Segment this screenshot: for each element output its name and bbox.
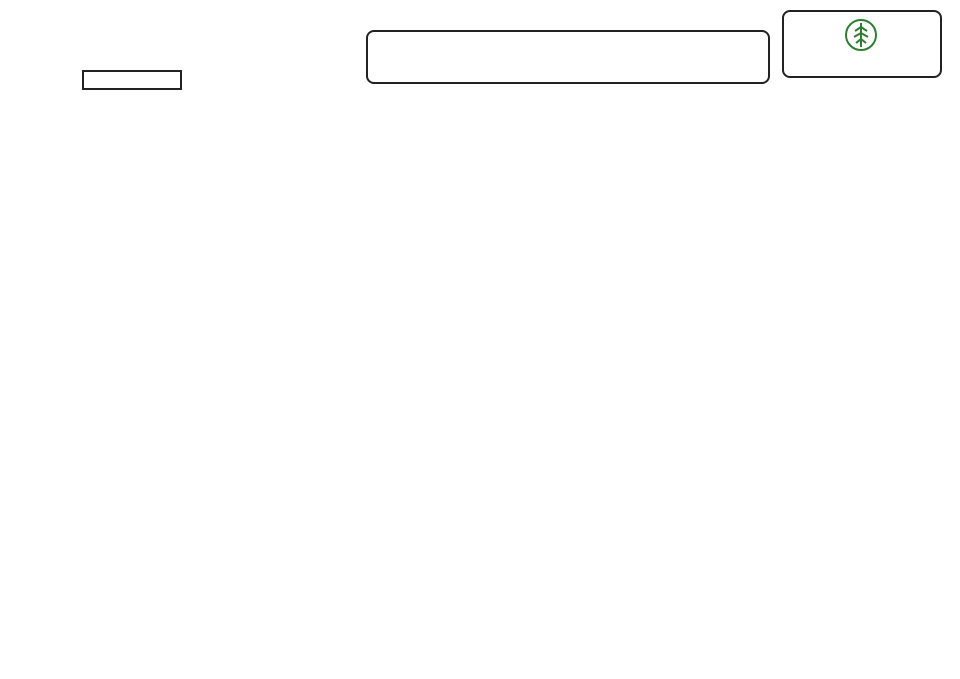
sheet-number <box>226 40 243 48</box>
title-box <box>366 30 770 84</box>
college-logo-box <box>782 10 942 78</box>
cumulative-data-label <box>82 70 182 90</box>
college-logo-icon <box>844 18 878 52</box>
